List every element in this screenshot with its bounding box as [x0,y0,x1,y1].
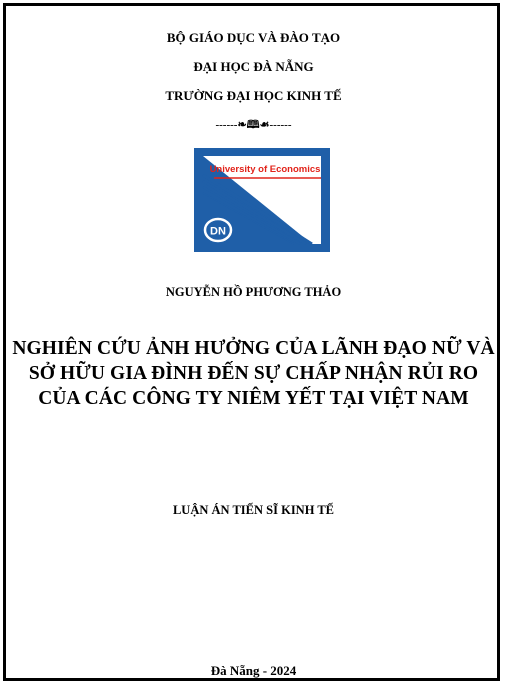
university-name: ĐẠI HỌC ĐÀ NẴNG [193,59,314,74]
ministry-name: BỘ GIÁO DỤC VÀ ĐÀO TẠO [166,30,341,45]
logo-monogram: DN [210,225,226,238]
degree-type: LUẬN ÁN TIẾN SĨ KINH TẾ [172,503,335,517]
thesis-title-line-1: NGHIÊN CỨU ẢNH HƯỞNG CỦA LÃNH ĐẠO NỮ VÀ [12,338,495,359]
ornament-divider: ------❧🕮☙------ [215,119,292,131]
author-name: NGUYỄN HỒ PHƯƠNG THẢO [165,285,342,299]
place-and-year: Đà Nẵng - 2024 [210,663,297,678]
university-logo [194,148,330,252]
school-name: TRƯỜNG ĐẠI HỌC KINH TẾ [165,88,342,103]
thesis-title-line-3: CỦA CÁC CÔNG TY NIÊM YẾT TẠI VIỆT NAM [38,388,469,409]
thesis-title-line-2: SỞ HỮU GIA ĐÌNH ĐẾN SỰ CHẤP NHẬN RỦI RO [28,363,479,384]
logo-text: University of Economics [209,164,321,175]
